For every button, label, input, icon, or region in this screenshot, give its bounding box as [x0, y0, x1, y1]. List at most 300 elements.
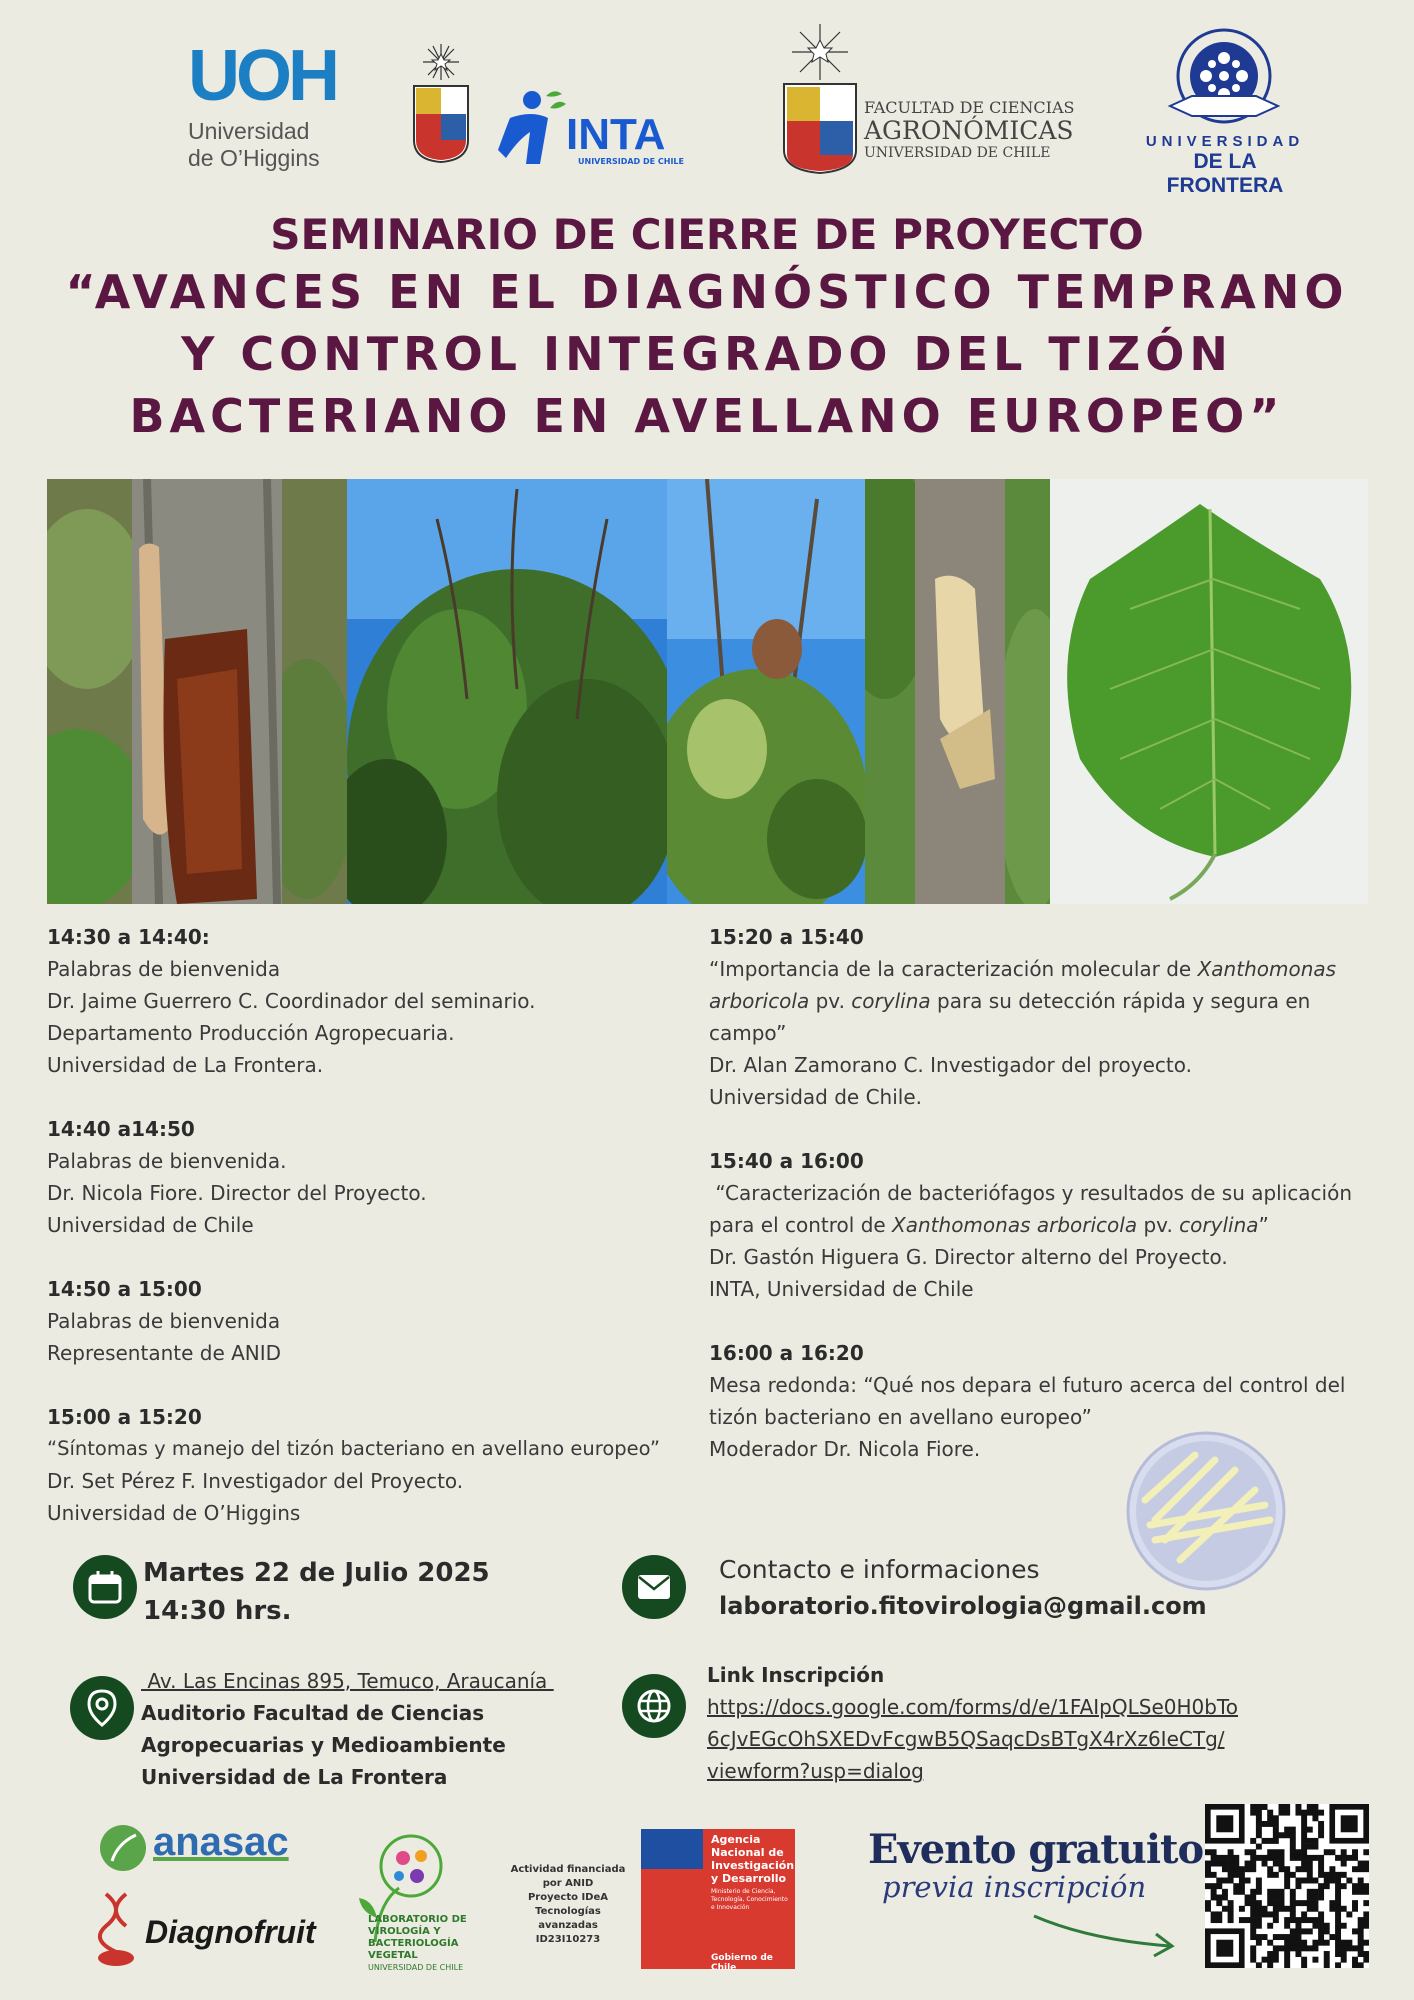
qr-module [1329, 1906, 1335, 1912]
lab-line4: VEGETAL [368, 1950, 418, 1961]
qr-module [1239, 1878, 1245, 1884]
qr-module [1335, 1951, 1341, 1957]
qr-module [1352, 1962, 1358, 1968]
qr-module [1341, 1855, 1347, 1861]
schedule-line: Dr. Jaime Guerrero C. Coordinador del seminario. [47, 989, 536, 1013]
schedule-line: campo” [709, 1021, 787, 1045]
qr-module [1301, 1844, 1307, 1850]
qr-module [1290, 1917, 1296, 1923]
qr-module [1256, 1923, 1262, 1929]
anid-line3: Investigación [711, 1859, 795, 1872]
qr-module [1262, 1855, 1268, 1861]
qr-module [1205, 1872, 1211, 1878]
qr-module [1216, 1900, 1222, 1906]
qr-module [1211, 1861, 1217, 1867]
qr-module [1341, 1883, 1347, 1889]
qr-module [1245, 1861, 1251, 1867]
qr-module [1211, 1849, 1217, 1855]
qr-module [1205, 1849, 1211, 1855]
qr-module [1335, 1945, 1341, 1951]
qr-module [1216, 1861, 1222, 1867]
qr-module [1301, 1962, 1307, 1968]
schedule-item [709, 1145, 1369, 1305]
qr-module [1267, 1889, 1273, 1895]
qr-module [1222, 1878, 1228, 1884]
qr-module [1352, 1866, 1358, 1872]
qr-module [1341, 1940, 1347, 1946]
qr-module [1312, 1810, 1318, 1816]
qr-module [1256, 1940, 1262, 1946]
qr-module [1267, 1957, 1273, 1963]
qr-module [1335, 1883, 1341, 1889]
qr-module [1295, 1900, 1301, 1906]
anid-logo-blue-block [641, 1829, 703, 1869]
qr-module [1228, 1917, 1234, 1923]
qr-module [1211, 1889, 1217, 1895]
event-datetime [143, 1554, 490, 1630]
qr-module [1250, 1889, 1256, 1895]
qr-module [1346, 1878, 1352, 1884]
qr-module [1341, 1849, 1347, 1855]
qr-module [1329, 1866, 1335, 1872]
qr-module [1273, 1911, 1279, 1917]
qr-module [1284, 1934, 1290, 1940]
qr-module [1267, 1815, 1273, 1821]
qr-module [1250, 1917, 1256, 1923]
anid-logo [641, 1829, 795, 1973]
qr-module [1341, 1872, 1347, 1878]
schedule-line: INTA, Universidad de Chile [709, 1277, 974, 1301]
free-event-title: Evento gratuito [868, 1826, 1204, 1873]
qr-module [1318, 1928, 1324, 1934]
venue-line3: Universidad de La Frontera [141, 1765, 448, 1789]
qr-module [1228, 1872, 1234, 1878]
qr-module [1346, 1855, 1352, 1861]
qr-module [1295, 1883, 1301, 1889]
qr-module [1267, 1855, 1273, 1861]
qr-module [1284, 1923, 1290, 1929]
schedule-time: 15:20 a 15:40 [709, 925, 864, 949]
qr-module [1284, 1940, 1290, 1946]
qr-module [1346, 1911, 1352, 1917]
qr-module [1284, 1917, 1290, 1923]
qr-module [1222, 1906, 1228, 1912]
qr-module [1222, 1889, 1228, 1895]
qr-module [1273, 1900, 1279, 1906]
qr-module [1312, 1917, 1318, 1923]
qr-module [1312, 1844, 1318, 1850]
qr-module [1301, 1940, 1307, 1946]
qr-module [1279, 1849, 1285, 1855]
qr-module [1284, 1945, 1290, 1951]
qr-module [1329, 1872, 1335, 1878]
qr-module [1295, 1804, 1301, 1810]
diagnofruit-logo-text: Diagnofruit [145, 1914, 316, 1950]
qr-module [1329, 1849, 1335, 1855]
email-icon [637, 1574, 671, 1600]
qr-module [1273, 1957, 1279, 1963]
text-span: para su detección rápida y segura en [930, 989, 1311, 1013]
qr-module [1335, 1940, 1341, 1946]
qr-module [1318, 1872, 1324, 1878]
qr-module [1273, 1821, 1279, 1827]
qr-module [1233, 1861, 1239, 1867]
qr-module [1295, 1866, 1301, 1872]
qr-module [1279, 1804, 1285, 1810]
schedule-item [709, 921, 1369, 1113]
qr-module [1250, 1838, 1256, 1844]
qr-module [1335, 1962, 1341, 1968]
qr-module [1228, 1900, 1234, 1906]
qr-module [1301, 1815, 1307, 1821]
qr-finder-module [1216, 1940, 1233, 1957]
qr-module [1290, 1928, 1296, 1934]
qr-module [1245, 1894, 1251, 1900]
qr-module [1358, 1889, 1364, 1895]
qr-module [1245, 1866, 1251, 1872]
qr-module [1335, 1928, 1341, 1934]
qr-module [1262, 1861, 1268, 1867]
funding-line5: avanzadas [538, 1920, 598, 1931]
qr-module [1228, 1866, 1234, 1872]
qr-module [1284, 1906, 1290, 1912]
qr-module [1290, 1849, 1296, 1855]
qr-module [1301, 1945, 1307, 1951]
schedule-time: 14:30 a 14:40: [47, 925, 210, 949]
link-label: Link Inscripción [707, 1663, 885, 1687]
qr-module [1290, 1906, 1296, 1912]
funding-line6: ID23I10273 [535, 1934, 601, 1945]
qr-module [1318, 1940, 1324, 1946]
qr-module [1290, 1911, 1296, 1917]
qr-module [1273, 1861, 1279, 1867]
qr-module [1256, 1878, 1262, 1884]
qr-module [1318, 1821, 1324, 1827]
schedule-line: tizón bacteriano en avellano europeo” [709, 1405, 1092, 1429]
schedule-line: “Síntomas y manejo del tizón bacteriano en avellano europeo” [47, 1437, 660, 1460]
qr-module [1256, 1827, 1262, 1833]
qr-module [1312, 1900, 1318, 1906]
qr-module [1363, 1940, 1369, 1946]
qr-module [1262, 1906, 1268, 1912]
fca-line2: AGRONÓMICAS [864, 116, 1074, 145]
qr-module [1324, 1878, 1330, 1884]
photo-hazelnut-bush [347, 479, 667, 904]
schedule-line: Universidad de O’Higgins [47, 1501, 301, 1525]
qr-module [1318, 1861, 1324, 1867]
qr-module [1290, 1889, 1296, 1895]
qr-module [1267, 1849, 1273, 1855]
link-url-line2[interactable]: 6cJvEGcOhSXEDvFcgwB5QSaqcDsBTgX4rXz6IeCTg/ [707, 1727, 1225, 1751]
qr-module [1211, 1911, 1217, 1917]
anid-line7: e Innovación [711, 1904, 750, 1911]
qr-module [1205, 1883, 1211, 1889]
qr-module [1284, 1878, 1290, 1884]
schedule-line: Representante de ANID [47, 1341, 282, 1365]
qr-module [1228, 1911, 1234, 1917]
qr-module [1363, 1861, 1369, 1867]
qr-module [1290, 1838, 1296, 1844]
qr-module [1284, 1866, 1290, 1872]
qr-module [1233, 1855, 1239, 1861]
funding-line2: por ANID [542, 1878, 594, 1889]
qr-module [1256, 1855, 1262, 1861]
qr-module [1307, 1872, 1313, 1878]
qr-module [1352, 1883, 1358, 1889]
qr-module [1307, 1866, 1313, 1872]
schedule-line [709, 1209, 1369, 1241]
qr-module [1233, 1889, 1239, 1895]
qr-module [1301, 1878, 1307, 1884]
qr-module [1301, 1900, 1307, 1906]
schedule-line: Moderador Dr. Nicola Fiore. [709, 1437, 981, 1461]
qr-module [1211, 1872, 1217, 1878]
globe-icon [636, 1688, 672, 1724]
qr-module [1295, 1945, 1301, 1951]
anid-line6: Tecnología, Conocimiento [711, 1896, 788, 1903]
qr-module [1262, 1957, 1268, 1963]
link-url-line1[interactable]: https://docs.google.com/forms/d/e/1FAIpQLSe0H0bTo [707, 1695, 1238, 1719]
link-url-line3[interactable]: viewform?usp=dialog [707, 1759, 924, 1783]
qr-module [1363, 1911, 1369, 1917]
italic-span: corylina [851, 989, 931, 1013]
qr-module [1216, 1883, 1222, 1889]
qr-module [1352, 1906, 1358, 1912]
petri-dish-photo [1125, 1430, 1287, 1592]
qr-module [1335, 1917, 1341, 1923]
free-event-subtitle: previa inscripción [882, 1870, 1147, 1904]
qr-module [1318, 1889, 1324, 1895]
qr-module [1301, 1810, 1307, 1816]
qr-module [1290, 1894, 1296, 1900]
qr-module [1205, 1906, 1211, 1912]
qr-module [1284, 1872, 1290, 1878]
qr-module [1312, 1957, 1318, 1963]
anid-gov-label: Gobierno de Chile [711, 1953, 773, 1973]
qr-module [1318, 1917, 1324, 1923]
qr-module [1358, 1866, 1364, 1872]
qr-module [1228, 1878, 1234, 1884]
schedule-time: 14:50 a 15:00 [47, 1277, 202, 1301]
qr-module [1273, 1934, 1279, 1940]
qr-module [1284, 1804, 1290, 1810]
qr-module [1295, 1878, 1301, 1884]
qr-module [1256, 1804, 1262, 1810]
qr-module [1262, 1911, 1268, 1917]
qr-module [1352, 1855, 1358, 1861]
qr-module [1301, 1917, 1307, 1923]
schedule-left [47, 921, 687, 1561]
qr-module [1307, 1861, 1313, 1867]
qr-module [1301, 1911, 1307, 1917]
calendar-icon [87, 1569, 123, 1605]
qr-module [1352, 1957, 1358, 1963]
qr-module [1312, 1838, 1318, 1844]
event-address[interactable]: Av. Las Encinas 895, Temuco, Araucanía [141, 1669, 554, 1693]
qr-module [1290, 1900, 1296, 1906]
qr-module [1256, 1900, 1262, 1906]
qr-module [1250, 1855, 1256, 1861]
schedule-line: Dr. Nicola Fiore. Director del Proyecto. [47, 1181, 427, 1205]
qr-module [1273, 1917, 1279, 1923]
qr-module [1250, 1894, 1256, 1900]
qr-module [1341, 1945, 1347, 1951]
qr-module [1273, 1849, 1279, 1855]
event-date: Martes 22 de Julio 2025 [143, 1558, 490, 1588]
qr-module [1341, 1861, 1347, 1867]
uoh-logo-mark: UOH [188, 36, 336, 116]
text-span: “Importancia de la caracterización molecular de [709, 957, 1198, 981]
qr-module [1358, 1934, 1364, 1940]
qr-module [1307, 1804, 1313, 1810]
qr-module [1358, 1962, 1364, 1968]
qr-module [1273, 1894, 1279, 1900]
qr-module [1256, 1962, 1262, 1968]
qr-module [1312, 1815, 1318, 1821]
qr-module [1363, 1951, 1369, 1957]
schedule-line [709, 953, 1369, 985]
qr-module [1279, 1861, 1285, 1867]
qr-module [1267, 1951, 1273, 1957]
qr-module [1273, 1855, 1279, 1861]
qr-module [1312, 1804, 1318, 1810]
schedule-time: 14:40 a14:50 [47, 1117, 195, 1141]
qr-module [1290, 1940, 1296, 1946]
qr-module [1301, 1855, 1307, 1861]
qr-module [1273, 1832, 1279, 1838]
qr-module [1239, 1866, 1245, 1872]
qr-module [1222, 1866, 1228, 1872]
qr-module [1358, 1951, 1364, 1957]
anid-line1: Agencia [711, 1833, 761, 1846]
qr-module [1233, 1866, 1239, 1872]
calendar-icon-circle [73, 1555, 137, 1619]
qr-module [1318, 1810, 1324, 1816]
contact-email[interactable]: laboratorio.fitovirologia@gmail.com [719, 1592, 1207, 1620]
qr-module [1228, 1906, 1234, 1912]
qr-module [1222, 1894, 1228, 1900]
arrow-icon [1030, 1910, 1180, 1960]
qr-module [1307, 1855, 1313, 1861]
qr-module [1358, 1883, 1364, 1889]
qr-module [1267, 1894, 1273, 1900]
qr-module [1284, 1957, 1290, 1963]
qr-module [1267, 1900, 1273, 1906]
qr-module [1205, 1866, 1211, 1872]
qr-module [1324, 1940, 1330, 1946]
qr-module [1256, 1917, 1262, 1923]
qr-module [1307, 1917, 1313, 1923]
qr-module [1211, 1894, 1217, 1900]
schedule-time: 16:00 a 16:20 [709, 1341, 864, 1365]
qr-module [1284, 1951, 1290, 1957]
qr-module [1256, 1832, 1262, 1838]
event-time: 14:30 hrs. [143, 1596, 292, 1626]
qr-module [1256, 1844, 1262, 1850]
qr-module [1290, 1872, 1296, 1878]
qr-module [1318, 1827, 1324, 1833]
qr-module [1279, 1832, 1285, 1838]
qr-module [1329, 1878, 1335, 1884]
schedule-line [709, 985, 1369, 1017]
virology-lab-logo-text [368, 1914, 467, 1974]
qr-module [1301, 1827, 1307, 1833]
qr-module [1295, 1917, 1301, 1923]
qr-module [1329, 1934, 1335, 1940]
qr-module [1250, 1928, 1256, 1934]
qr-module [1335, 1872, 1341, 1878]
title-line-3: Y CONTROL INTEGRADO DEL TIZÓN [181, 327, 1233, 381]
qr-module [1307, 1878, 1313, 1884]
uoh-name-line2: de O’Higgins [188, 145, 320, 171]
qr-module [1267, 1821, 1273, 1827]
qr-module [1341, 1906, 1347, 1912]
ufro-logo-name [1140, 133, 1310, 198]
qr-module [1341, 1951, 1347, 1957]
qr-module [1318, 1855, 1324, 1861]
event-location [141, 1665, 554, 1793]
qr-module [1295, 1923, 1301, 1929]
qr-module [1312, 1945, 1318, 1951]
qr-module [1307, 1810, 1313, 1816]
qr-module [1222, 1855, 1228, 1861]
qr-module [1324, 1957, 1330, 1963]
qr-code[interactable] [1205, 1804, 1369, 1968]
schedule-line: Palabras de bienvenida. [47, 1149, 287, 1173]
qr-module [1290, 1827, 1296, 1833]
lab-line3: BACTERIOLOGÍA [368, 1938, 459, 1949]
qr-module [1295, 1928, 1301, 1934]
qr-module [1301, 1849, 1307, 1855]
qr-module [1279, 1866, 1285, 1872]
qr-module [1267, 1962, 1273, 1968]
qr-module [1295, 1940, 1301, 1946]
qr-module [1273, 1827, 1279, 1833]
qr-module [1363, 1957, 1369, 1963]
email-icon-circle [622, 1555, 686, 1619]
schedule-line: Mesa redonda: “Qué nos depara el futuro acerca del control del [709, 1373, 1346, 1397]
qr-module [1341, 1957, 1347, 1963]
qr-module [1363, 1900, 1369, 1906]
qr-module [1352, 1849, 1358, 1855]
schedule-line: Dr. Gastón Higuera G. Director alterno del Proyecto. [709, 1245, 1228, 1269]
qr-module [1267, 1923, 1273, 1929]
qr-module [1233, 1883, 1239, 1889]
qr-module [1318, 1934, 1324, 1940]
qr-module [1307, 1889, 1313, 1895]
qr-module [1295, 1855, 1301, 1861]
qr-module [1211, 1917, 1217, 1923]
photo-branch-lesion [865, 479, 1050, 904]
qr-module [1256, 1911, 1262, 1917]
venue-line1: Auditorio Facultad de Ciencias [141, 1701, 485, 1725]
qr-module [1335, 1906, 1341, 1912]
qr-module [1290, 1844, 1296, 1850]
qr-module [1290, 1945, 1296, 1951]
schedule-line: Universidad de Chile. [709, 1085, 922, 1109]
title-line-4: BACTERIANO EN AVELLANO EUROPEO” [129, 389, 1285, 443]
qr-module [1205, 1900, 1211, 1906]
qr-module [1312, 1889, 1318, 1895]
qr-module [1267, 1872, 1273, 1878]
qr-module [1239, 1889, 1245, 1895]
qr-module [1324, 1951, 1330, 1957]
fca-shield-logo [780, 20, 860, 175]
qr-module [1279, 1934, 1285, 1940]
qr-module [1346, 1940, 1352, 1946]
qr-module [1335, 1889, 1341, 1895]
qr-module [1256, 1883, 1262, 1889]
